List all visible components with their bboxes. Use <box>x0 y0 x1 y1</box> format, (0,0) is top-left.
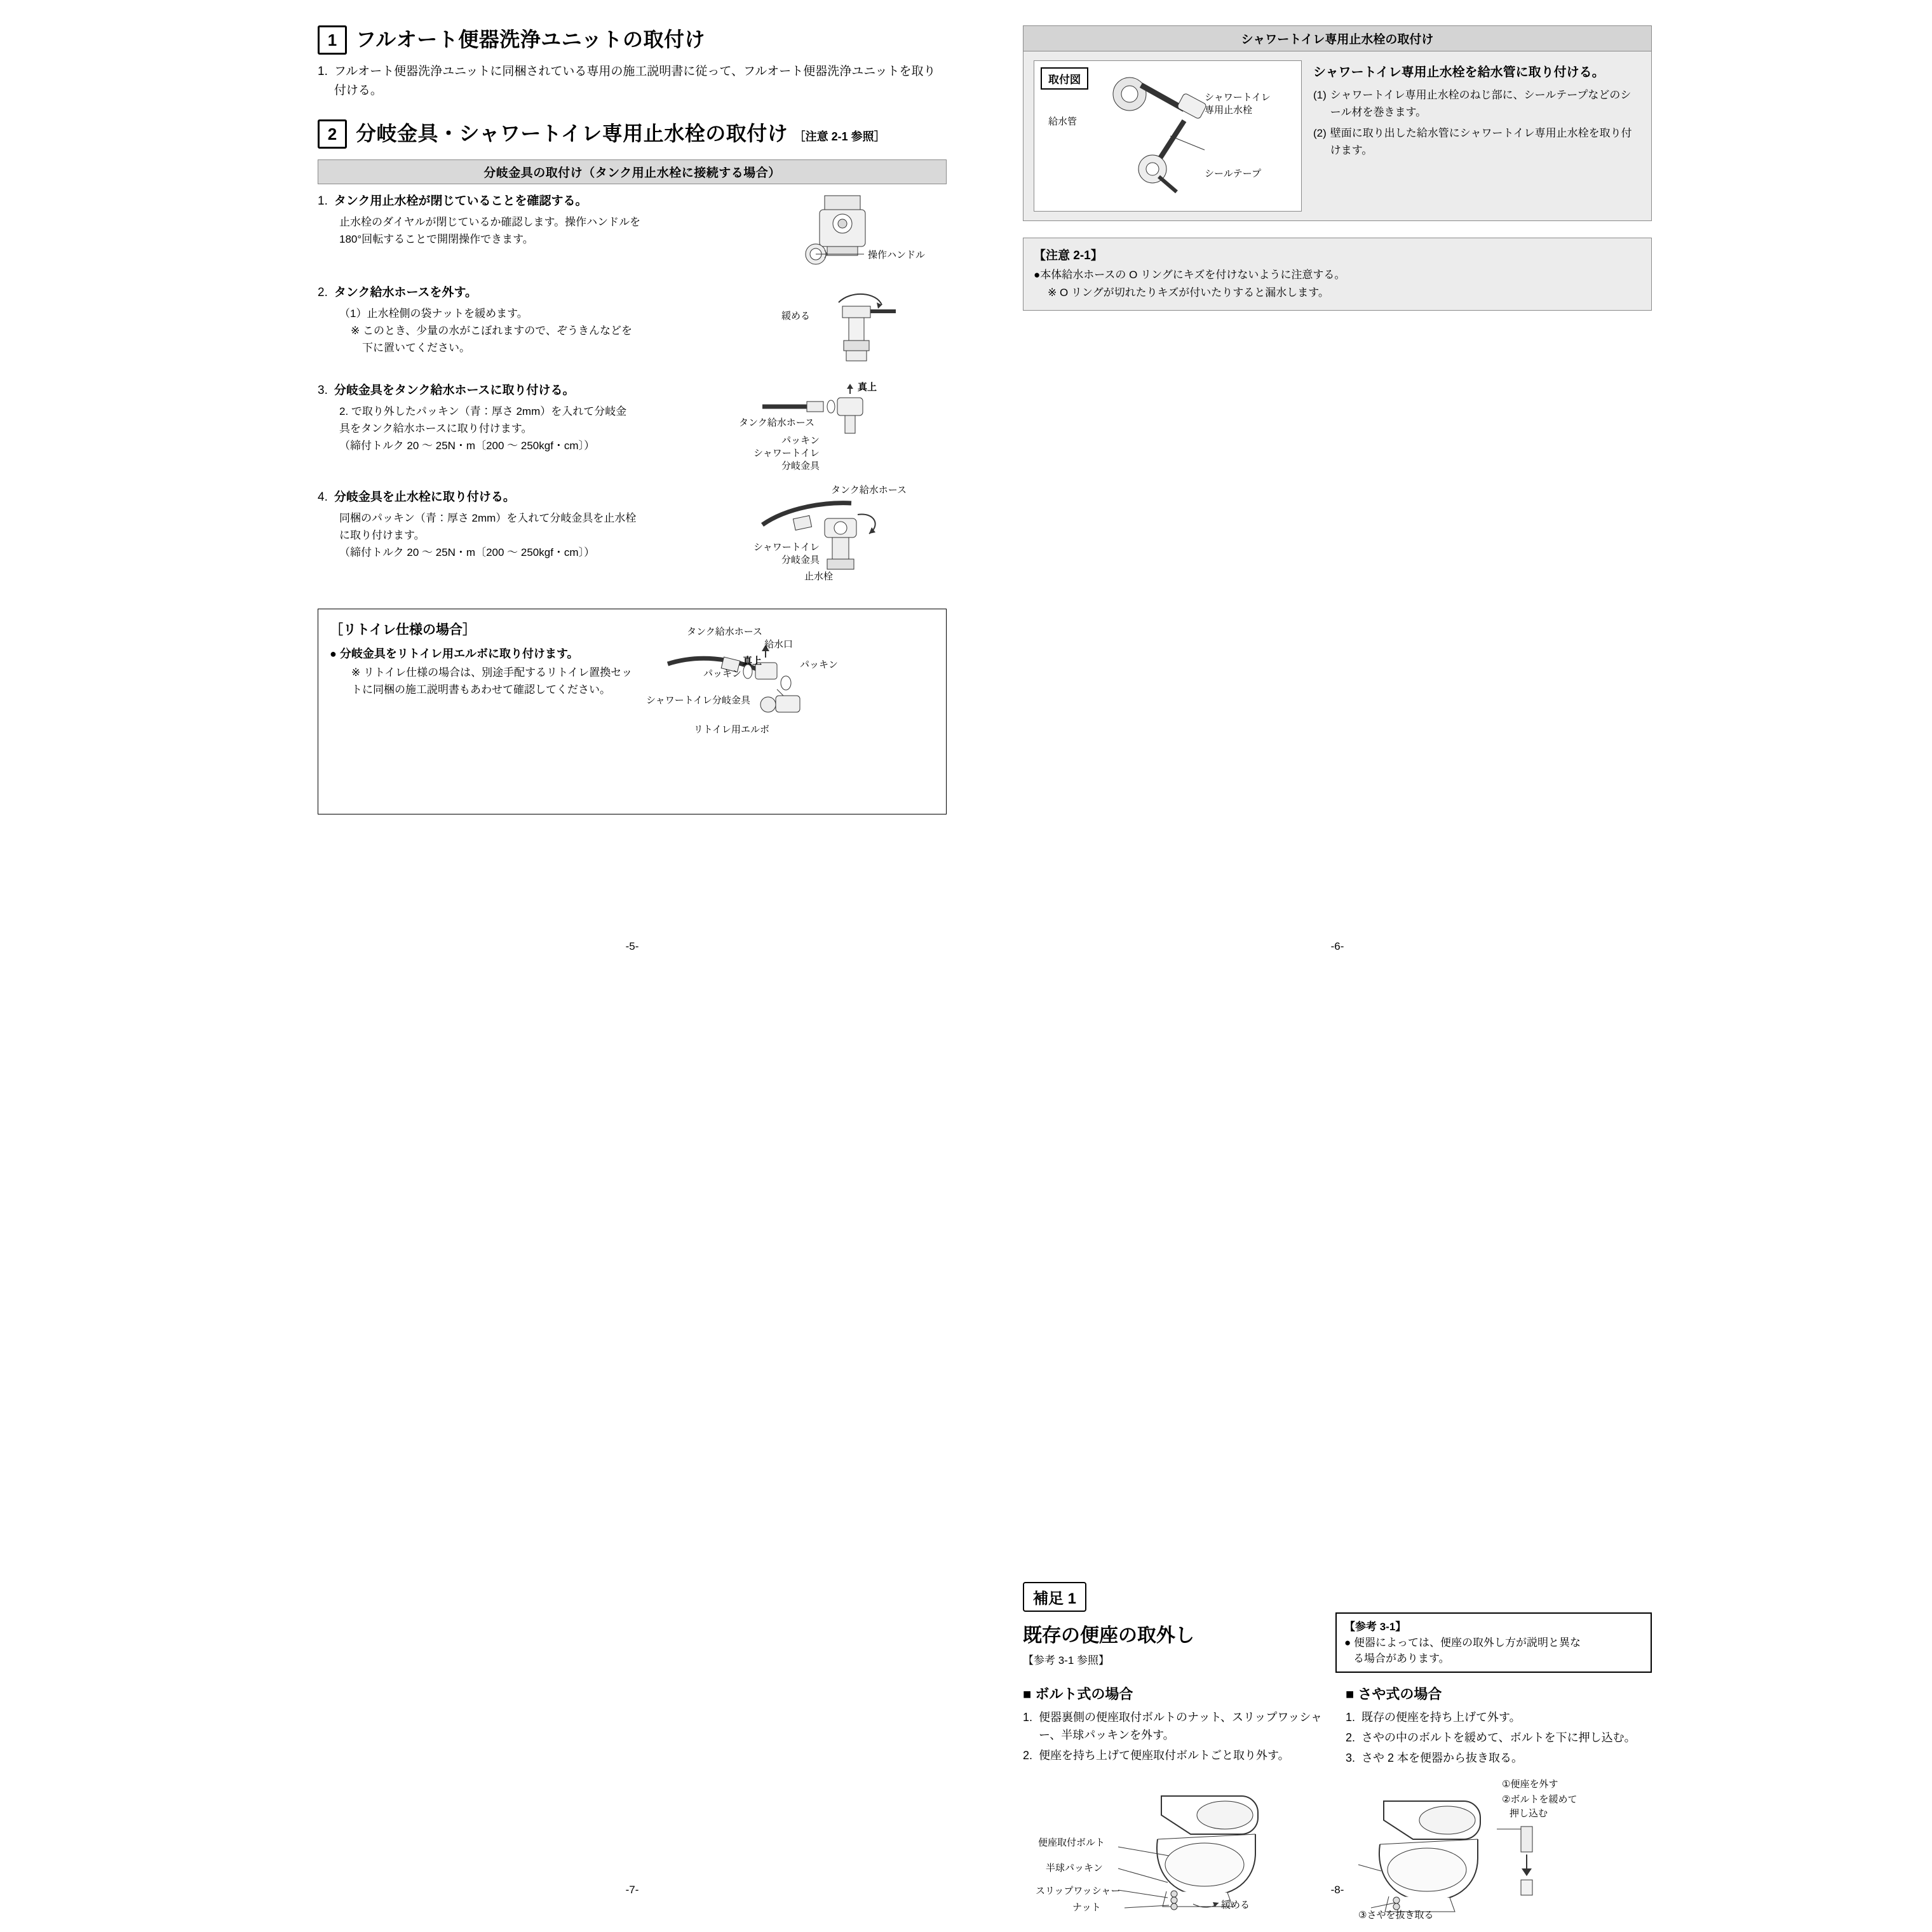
page-number-7: -7- <box>625 1884 639 1896</box>
retoilet-box <box>318 609 947 814</box>
procedure-2-title: タンク給水ホースを外す。 <box>334 286 478 299</box>
bolt-type-item-2-num: 2. <box>1023 1749 1033 1762</box>
step-1-item <box>318 62 947 100</box>
reference-3-1-line-1: る場合があります。 <box>1353 1652 1450 1665</box>
sheath-type-item-2-num: 2. <box>1346 1731 1356 1744</box>
step-1-title: フルオート便器洗浄ユニットの取付け <box>356 28 705 51</box>
sheath-type-heading: ■ さや式の場合 <box>1346 1686 1442 1702</box>
label-push-in: 押し込む <box>1510 1808 1548 1819</box>
step-2-title <box>356 119 886 151</box>
step-1-number: 1 <box>318 25 347 55</box>
procedure-1-heading <box>318 192 762 211</box>
shower-valve-instructions <box>1313 60 1641 212</box>
sheath-type-item-3-num: 3. <box>1346 1752 1356 1764</box>
procedure-2-text <box>318 283 762 356</box>
bolt-type-item-1-num: 1. <box>1023 1711 1033 1724</box>
label-seal-tape: シールテープ <box>1205 168 1261 179</box>
shower-valve-instruction-title: シャワートイレ専用止水栓を給水管に取り付ける。 <box>1313 65 1605 79</box>
procedure-3-number: 3. <box>318 384 328 397</box>
section-bar-bunki: 分岐金具の取付け（タンク用止水栓に接続する場合） <box>318 159 947 184</box>
step-1-item-number: 1. <box>318 65 328 78</box>
procedure-4-sub-0: 同梱のパッキン（青：厚さ 2mm）を入れて分岐金具を止水栓 <box>339 512 637 524</box>
procedure-block-4 <box>318 485 947 583</box>
procedure-4-sub-1: に取り付けます。 <box>339 529 425 541</box>
figure-retoilet <box>646 622 928 781</box>
label-straight-up-2: 真上 <box>743 656 762 666</box>
label-nut: ナット <box>1072 1902 1101 1913</box>
label-shower-valve-2: 専用止水栓 <box>1205 105 1253 116</box>
label-hemisphere-packing: 半球パッキン <box>1046 1863 1103 1874</box>
procedure-3-sub-0: 2. で取り外したパッキン（青：厚さ 2mm）を入れて分岐金 <box>339 405 627 417</box>
figure-install-diagram-svg <box>1034 61 1300 210</box>
procedure-block-1 <box>318 192 947 268</box>
label-water-pipe: 給水管 <box>1048 116 1077 127</box>
sheath-type-item-3 <box>1346 1749 1652 1767</box>
figure-attach-valve <box>753 485 947 583</box>
shower-valve-instruction-2-text: 壁面に取り出した給水管にシャワートイレ専用止水栓を取り付けます。 <box>1330 127 1632 156</box>
page-number-5: -5- <box>625 940 639 952</box>
reference-3-1-line-0: ● 便器によっては、便座の取外し方が説明と異な <box>1344 1637 1581 1649</box>
page-5 <box>318 25 947 814</box>
page-number-6: -6- <box>1330 940 1344 952</box>
caution-2-1-line-1: ※ O リングが切れたりキズが付いたりすると漏水します。 <box>1048 287 1329 299</box>
sheath-type-item-1-num: 1. <box>1346 1711 1356 1724</box>
caution-2-1-line-0: ●本体給水ホースの O リングにキズを付けないように注意する。 <box>1034 269 1346 281</box>
procedure-block-3 <box>318 381 947 471</box>
sheath-type-item-2-text: さやの中のボルトを緩めて、ボルトを下に押し込む。 <box>1361 1731 1636 1744</box>
shower-valve-instruction-2-num: (2) <box>1313 127 1327 139</box>
procedure-2-sub-0: （1）止水栓側の袋ナットを緩めます。 <box>339 307 528 320</box>
figure-bolt-type <box>1023 1773 1329 1919</box>
procedure-1-sub-0: 止水栓のダイヤルが閉じているか確認します。操作ハンドルを <box>339 216 641 228</box>
procedure-4-sub-2: （締付トルク 20 〜 25N・m〔200 〜 250kgf・cm〕） <box>339 546 595 558</box>
procedure-2-sub-1: ※ このとき、少量の水がこぼれますので、ぞうきんなどを <box>351 325 632 337</box>
label-slip-washer: スリップワッシャー <box>1036 1886 1121 1896</box>
shower-valve-instruction-2 <box>1313 125 1641 159</box>
procedure-4-heading <box>318 488 750 507</box>
label-loosen: 緩める <box>781 311 811 321</box>
procedure-3-text <box>318 381 750 454</box>
page-8-top <box>1023 1582 1652 1673</box>
bolt-type-item-1-text: 便器裏側の便座取付ボルトのナット、スリップワッシャー、半球パッキンを外す。 <box>1039 1711 1323 1741</box>
bolt-type-item-1 <box>1023 1708 1329 1744</box>
shower-valve-panel-body <box>1023 51 1651 220</box>
label-branch-fitting-2: 分岐金具 <box>781 555 820 565</box>
figure-sheath-type <box>1346 1776 1652 1922</box>
label-shower-toilet-2: シャワートイレ <box>753 542 820 553</box>
shower-valve-instruction-1-text: シャワートイレ専用止水栓のねじ部に、シールテープなどのシール材を巻きます。 <box>1330 89 1631 118</box>
bolt-type-item-2 <box>1023 1746 1329 1764</box>
label-branch-fitting-3: シャワートイレ分岐金具 <box>646 695 750 706</box>
label-branch-fitting: 分岐金具 <box>781 461 820 471</box>
retoilet-note-1: トに同梱の施工説明書もあわせて確認してください。 <box>351 684 611 696</box>
step-1-item-text: フルオート便器洗浄ユニットに同梱されている専用の施工説明書に従って、フルオート便器洗浄ユニットを取り付ける。 <box>334 65 936 97</box>
step-2-title-text: 分岐金具・シャワートイレ専用止水栓の取付け <box>356 122 788 145</box>
procedure-4-title: 分岐金具を止水栓に取り付ける。 <box>334 490 515 504</box>
figure-box-label: 取付図 <box>1041 67 1088 90</box>
procedure-2-sub-2: 下に置いてください。 <box>362 342 470 354</box>
label-operation-handle: 操作ハンドル <box>868 250 926 260</box>
label-loosen-2: 緩める <box>1221 1900 1250 1910</box>
page-8-heading-col <box>1023 1582 1319 1673</box>
procedure-3-sub-1: 具をタンク給水ホースに取り付けます。 <box>339 422 532 435</box>
label-tank-hose-2: タンク給水ホース <box>831 485 907 496</box>
label-packing: パッキン <box>781 435 820 446</box>
shower-valve-instruction-1-num: (1) <box>1313 89 1327 101</box>
label-stop-valve: 止水栓 <box>804 571 834 582</box>
supplement-title: 既存の便座の取外し <box>1023 1625 1194 1646</box>
label-shower-toilet: シャワートイレ <box>753 448 820 459</box>
label-tank-hose-3: タンク給水ホース <box>687 626 762 637</box>
bolt-type-heading: ■ ボルト式の場合 <box>1023 1686 1133 1702</box>
procedure-3-title: 分岐金具をタンク給水ホースに取り付ける。 <box>334 384 575 397</box>
caution-2-1-box <box>1023 238 1652 311</box>
shower-valve-panel <box>1023 25 1652 221</box>
procedure-block-2 <box>318 283 947 366</box>
label-water-inlet: 給水口 <box>764 639 794 650</box>
supplement-badge: 補足 1 <box>1023 1582 1086 1612</box>
label-packing-2: パッキン <box>703 668 741 679</box>
label-shower-valve-1: シャワートイレ <box>1205 92 1271 103</box>
label-loosen-bolt: ②ボルトを緩めて <box>1502 1794 1577 1805</box>
figure-sheath-type-svg <box>1346 1776 1644 1922</box>
figure-remove-hose <box>769 283 947 366</box>
retoilet-title: ［リトイレ仕様の場合］ <box>330 623 476 637</box>
procedure-2-number: 2. <box>318 286 328 299</box>
retoilet-bullet: ● 分岐金具をリトイレ用エルボに取り付けます。 <box>330 647 579 660</box>
figure-stop-valve <box>769 192 947 268</box>
step-2-title-ref: ［注意 2-1 参照］ <box>794 130 886 143</box>
procedure-4-number: 4. <box>318 490 328 504</box>
figure-attach-branch <box>739 381 947 471</box>
procedure-3-heading <box>318 381 750 400</box>
caution-2-1-title: 【注意 2-1】 <box>1034 249 1103 262</box>
procedure-1-text <box>318 192 762 248</box>
label-tank-hose: タンク給水ホース <box>739 417 814 428</box>
supplement-subtitle: 【参考 3-1 参照】 <box>1023 1654 1110 1666</box>
sheath-type-item-1 <box>1346 1708 1652 1726</box>
sheath-type-item-1-text: 既存の便座を持ち上げて外す。 <box>1361 1711 1521 1724</box>
label-packing-3: パッキン <box>800 659 838 670</box>
step-2-number: 2 <box>318 119 347 149</box>
page-6 <box>1023 25 1652 311</box>
procedure-1-number: 1. <box>318 194 328 208</box>
shower-valve-instruction-1 <box>1313 86 1641 121</box>
procedure-1-title: タンク用止水栓が閉じていることを確認する。 <box>334 194 588 208</box>
reference-3-1-box <box>1335 1612 1652 1673</box>
step-1-header <box>318 25 947 55</box>
label-straight-up: 真上 <box>858 382 877 393</box>
procedure-2-heading <box>318 283 762 302</box>
sheath-type-item-3-text: さや 2 本を便器から抜き取る。 <box>1361 1752 1523 1764</box>
procedure-3-sub-2: （締付トルク 20 〜 25N・m〔200 〜 250kgf・cm〕） <box>339 440 595 452</box>
figure-install-diagram <box>1034 60 1302 212</box>
shower-valve-panel-title: シャワートイレ専用止水栓の取付け <box>1023 26 1651 51</box>
procedure-1-sub-1: 180°回転することで開閉操作できます。 <box>339 233 534 245</box>
label-pull-sheath: ③さやを抜き取る <box>1358 1910 1434 1921</box>
page-8 <box>1023 1582 1652 1922</box>
step-2-header <box>318 119 947 151</box>
reference-3-1-title: 【参考 3-1】 <box>1344 1621 1407 1633</box>
label-seat-bolt: 便座取付ボルト <box>1038 1837 1105 1848</box>
bolt-type-item-2-text: 便座を持ち上げて便座取付ボルトごと取り外す。 <box>1039 1749 1290 1762</box>
sheath-type-item-2 <box>1346 1729 1652 1746</box>
page-number-8: -8- <box>1330 1884 1344 1896</box>
label-remove-seat: ①便座を外す <box>1502 1779 1558 1790</box>
figure-remove-hose-svg <box>769 283 947 366</box>
label-retoilet-elbow: リトイレ用エルボ <box>693 724 769 735</box>
figure-attach-valve-svg <box>756 488 947 583</box>
procedure-4-text <box>318 488 750 561</box>
retoilet-note-0: ※ リトイレ仕様の場合は、別途手配するリトイレ置換セッ <box>351 666 633 679</box>
